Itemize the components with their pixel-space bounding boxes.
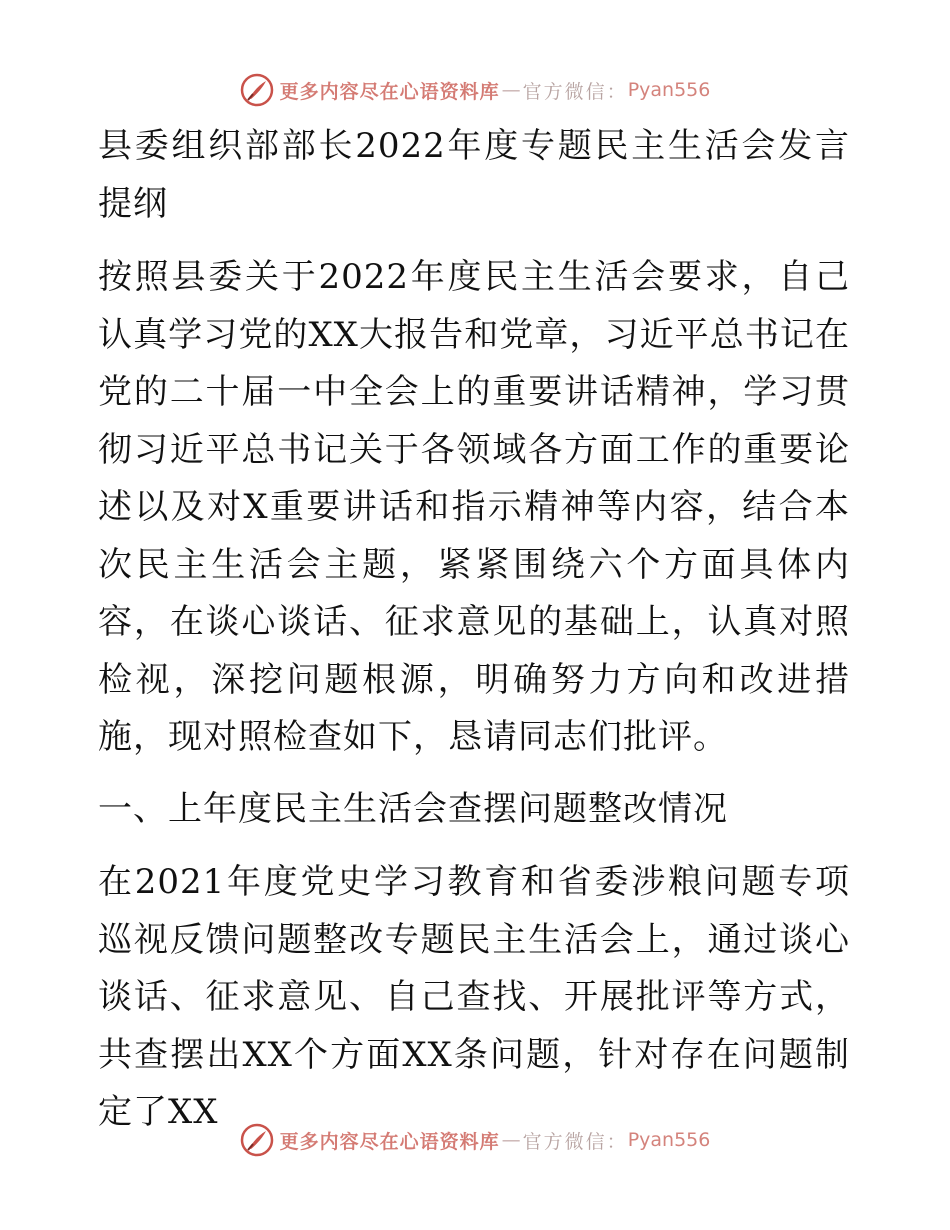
- watermark-separator: —: [501, 1129, 521, 1151]
- section-heading-1: 一、上年度民主生活会查摆问题整改情况: [98, 788, 728, 829]
- watermark-separator: —: [501, 79, 521, 101]
- paragraph-intro: 按照县委关于2022年度民主生活会要求，自己认真学习党的XX大报告和党章，习近平总书记在党的二十届一中全会上的重要讲话精神，学习贯彻习近平总书记关于各领域各方面工作的重要论述以及对X重要讲话和指示精神等内容，结合本次民主生活会主题，紧紧围绕六个方面具体内容，在谈心谈话、征求意见的基础上，认真对照检视，深挖问题根源，明确努力方向和改进措施，现对照检查如下，恳请同志们批评。: [98, 257, 850, 757]
- document-body: [98, 118, 850, 1156]
- watermark-label: 官方微信：: [522, 80, 628, 103]
- watermark-wechat-id: Pyan556: [627, 79, 711, 101]
- document-title: 县委组织部部长2022年度专题民主生活会发言提纲: [98, 126, 850, 224]
- paragraph-rectification: 在2021年度党史学习教育和省委涉粮问题专项巡视反馈问题整改专题民主生活会上，通过谈心谈话、征求意见、自己查找、开展批评等方式，共查摆出XX个方面XX条问题，针对存在问题制定了XX: [98, 862, 850, 1132]
- watermark-brand: 更多内容尽在心语资料库: [279, 80, 500, 103]
- feather-pen-logo-icon: [240, 1123, 274, 1157]
- watermark-label: 官方微信：: [522, 1130, 628, 1153]
- watermark-header: [0, 70, 950, 110]
- watermark-wechat-id: Pyan556: [627, 1129, 711, 1151]
- watermark-footer: [0, 1120, 950, 1160]
- feather-pen-logo-icon: [240, 73, 274, 107]
- watermark-brand: 更多内容尽在心语资料库: [279, 1130, 500, 1153]
